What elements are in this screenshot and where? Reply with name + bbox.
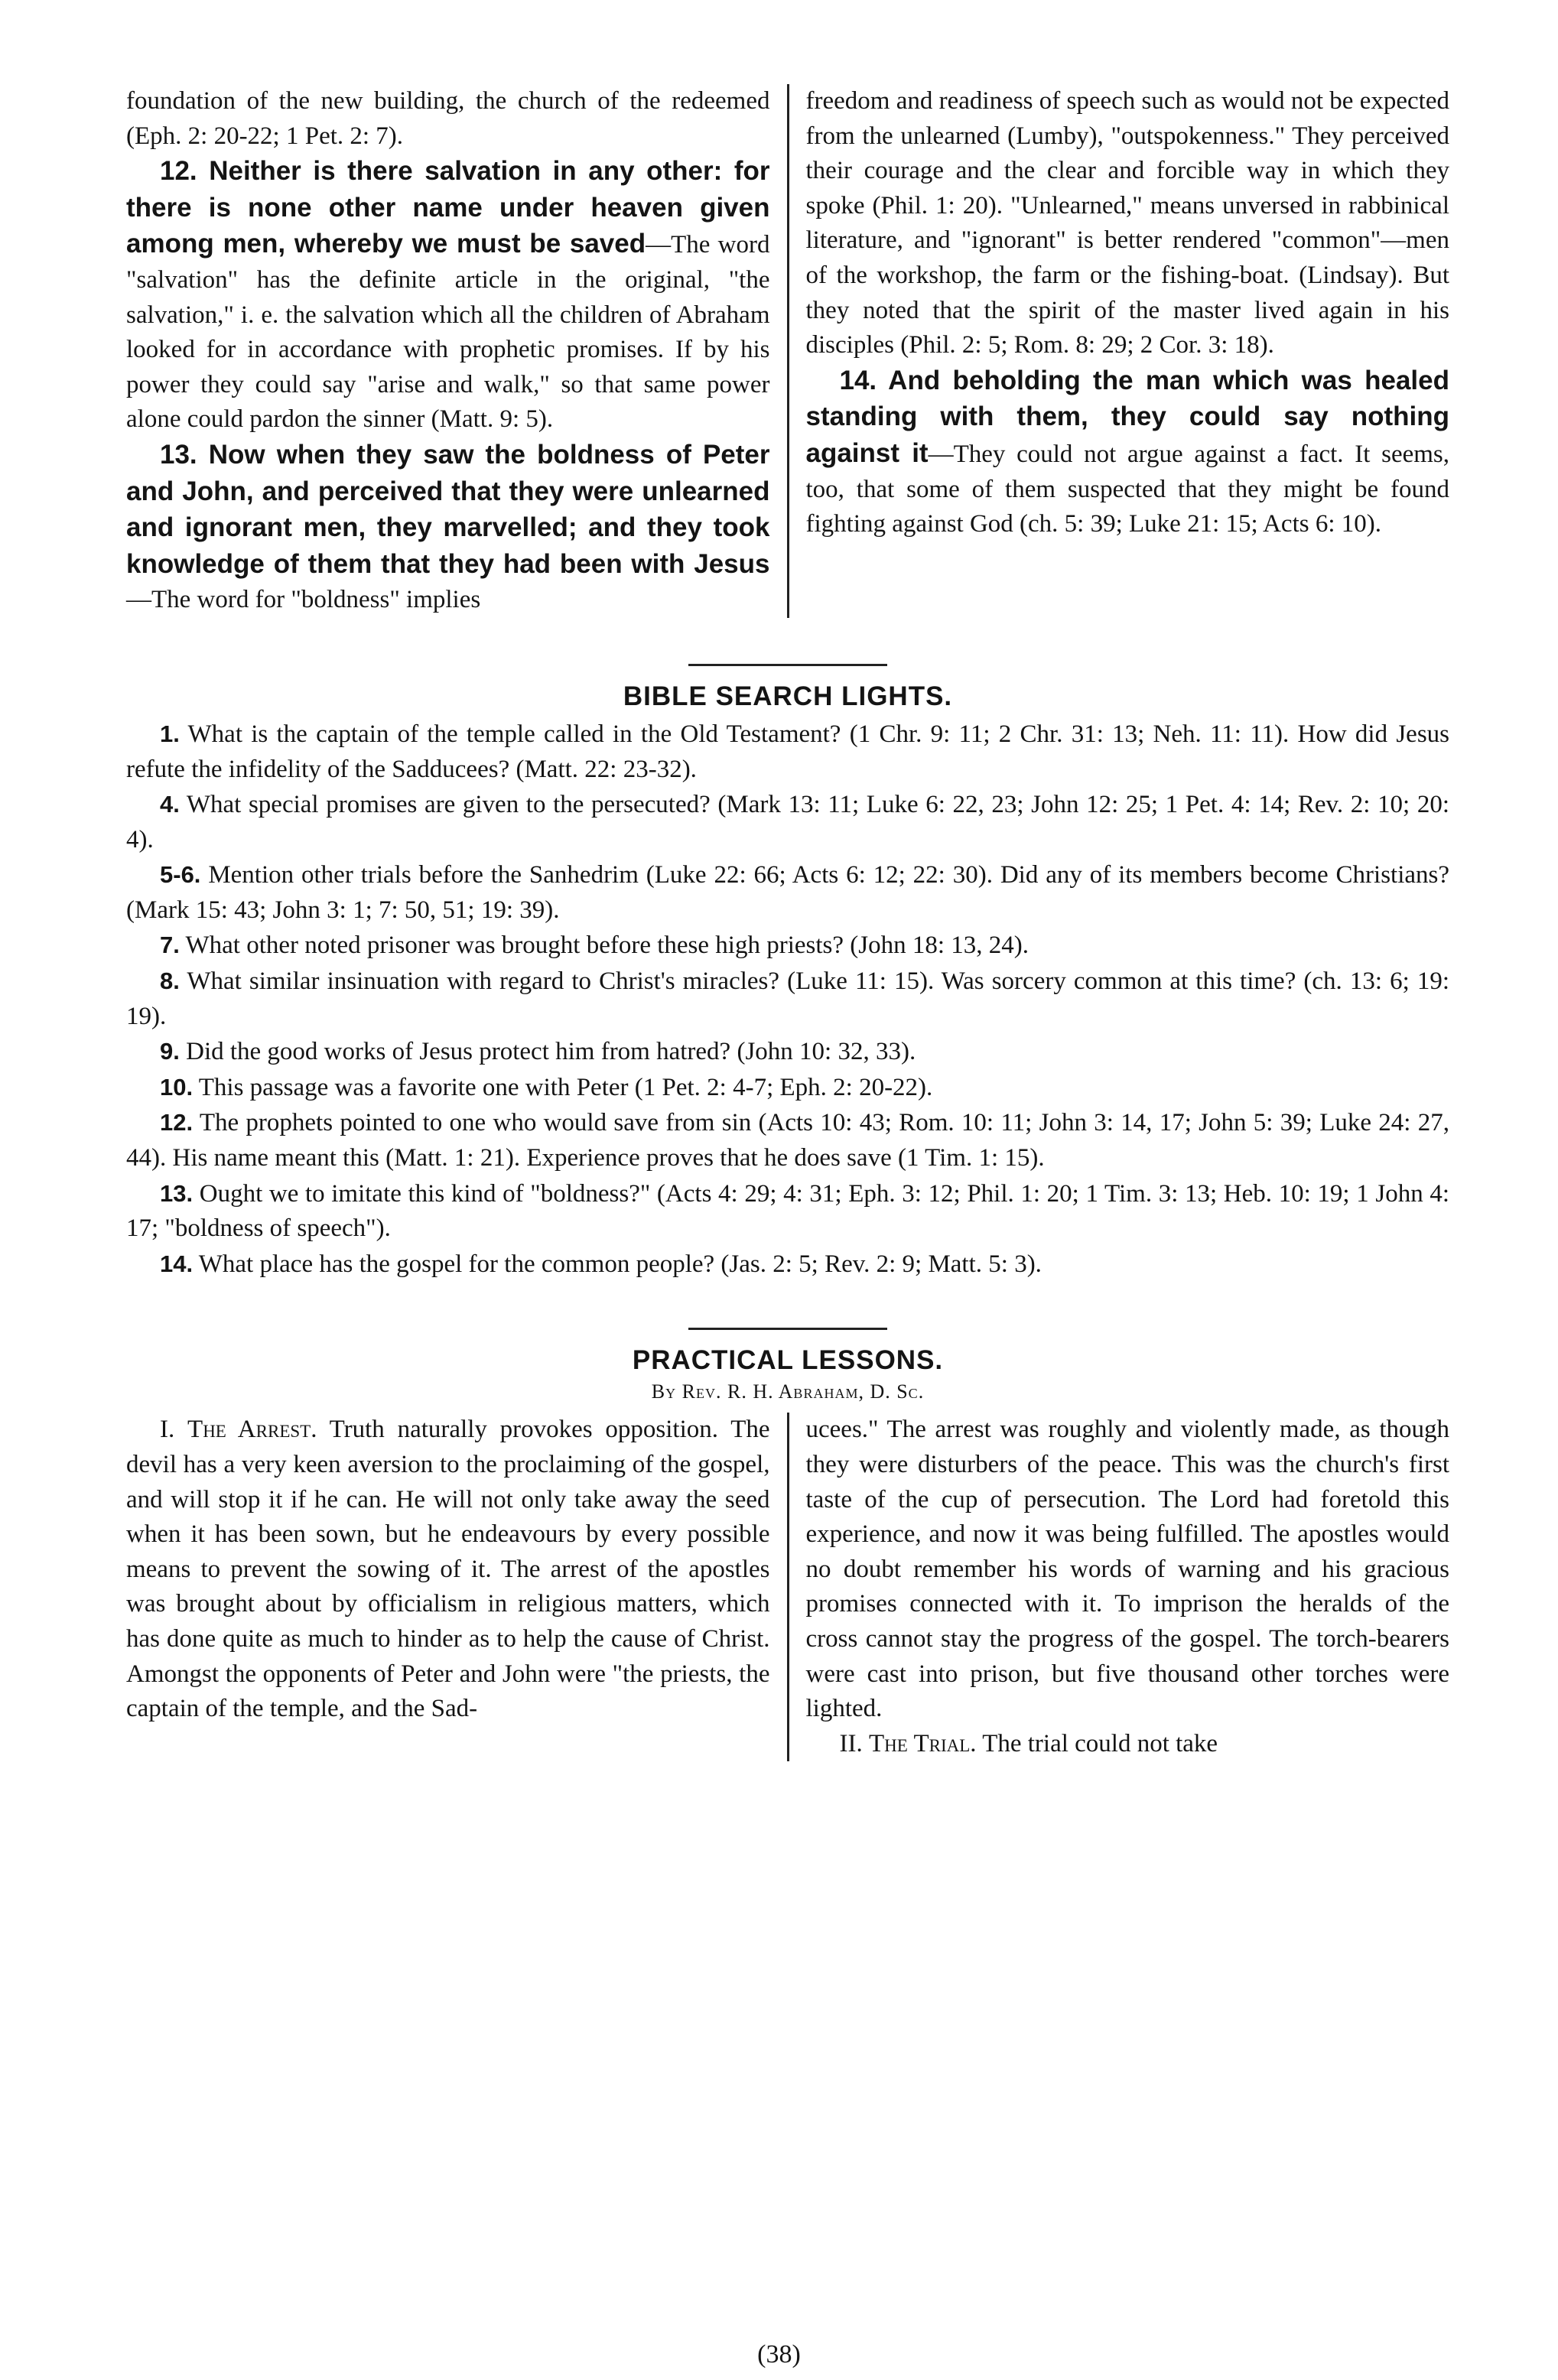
verse-paragraph — [126, 437, 770, 618]
practical-lessons-heading: PRACTICAL LESSONS. — [632, 1345, 944, 1376]
question-item — [126, 1105, 1449, 1175]
question-text: Did the good works of Jesus protect him from hatred? (John 10: 32, 33). — [186, 1038, 916, 1066]
question-number: 8. — [160, 967, 180, 995]
lesson-numeral: I. — [160, 1416, 175, 1444]
question-item — [126, 787, 1449, 857]
question-number: 13. — [160, 1179, 194, 1207]
question-text: The prophets pointed to one who would save from sin (Acts 10: 43; Rom. 10: 11; John 3: 14, 17; John 5: 39; Luke 24: 27, 44). His name meant this (Matt. 1: 21). Experience proves that he does save (1 Tim. 1: 15). — [126, 1109, 1449, 1172]
question-text: What place has the gospel for the common people? (Jas. 2: 5; Rev. 2: 9; Matt. 5: 3). — [198, 1250, 1042, 1278]
lesson-paragraph — [806, 1727, 1450, 1762]
lesson-text: ucees." The arrest was roughly and violently made, as though they were disturbers of the peace. This was the church's first taste of the cup of persecution. The Lord had foretold this experience, and now it was being fulfilled. The apostles would no doubt remember his words of warning and his gracious promises connected with it. To imprison the heralds of the cross cannot stay the progress of the gospel. The torch-bearers were cast into prison, but five thousand other torches were lighted. — [805, 1416, 1449, 1723]
lesson-numeral: II. — [839, 1729, 863, 1757]
question-item — [126, 928, 1449, 964]
question-text: This passage was a favorite one with Peter (1 Pet. 2: 4-7; Eph. 2: 20-22). — [198, 1073, 933, 1101]
author-byline: By Rev. R. H. Abraham, D. Sc. — [651, 1380, 925, 1403]
lesson-heading: The Trial. — [868, 1729, 977, 1757]
paragraph-text: —The word "salvation" has the definite article in the original, "the salvation," i. e. the salvation which all the children of Abraham looked for in accordance with prophetic promises. If by his power they could say "arise and walk," so that same power alone could pardon the sinner (Matt. 9: 5). — [126, 231, 770, 434]
lessons-columns — [126, 1413, 1449, 1761]
question-number: 5-6. — [160, 861, 201, 889]
lessons-right-column — [787, 1413, 1450, 1761]
verse-paragraph — [806, 363, 1450, 542]
paragraph — [806, 84, 1450, 363]
lessons-left-column — [126, 1413, 787, 1761]
commentary-left-column — [126, 84, 787, 618]
section-divider — [688, 664, 887, 666]
commentary-right-column — [787, 84, 1450, 618]
search-lights-list — [126, 717, 1449, 1283]
question-number: 7. — [160, 932, 180, 959]
question-number: 1. — [160, 720, 180, 747]
page-content — [126, 84, 1449, 1761]
paragraph-text: foundation of the new building, the church of the redeemed (Eph. 2: 20-22; 1 Pet. 2: 7). — [126, 87, 770, 150]
question-text: What special promises are given to the persecuted? (Mark 13: 11; Luke 6: 22, 23; John 12: 25; 1 Pet. 4: 14; Rev. 2: 10; 20: 4). — [126, 791, 1450, 853]
lesson-text: Truth naturally provokes opposition. The devil has a very keen aversion to the proclaiming of the gospel, and will stop it if he can. He will not only take away the seed when it has been sown, but he endeavours by every possible means to prevent the sowing of it. The arrest of the apostles was brought about by officialism in religious matters, which has done quite as much to hinder as to help the cause of Christ. Amongst the opponents of Peter and John were "the priests, the captain of the temple, and the Sad- — [126, 1416, 770, 1723]
lesson-text: The trial could not take — [982, 1729, 1218, 1757]
verse-heading: 14. And beholding the man which was healed standing with them, they could say nothing against it — [805, 365, 1449, 468]
lesson-heading: The Arrest. — [187, 1416, 317, 1444]
question-item — [126, 1034, 1449, 1070]
lesson-paragraph — [806, 1413, 1450, 1726]
search-lights-heading: BIBLE SEARCH LIGHTS. — [623, 681, 953, 711]
question-item — [126, 717, 1449, 787]
verse-heading: 12. Neither is there salvation in any other: for there is none other name under heaven given among men, whereby we must be saved — [126, 156, 770, 259]
question-number: 10. — [160, 1073, 194, 1101]
paragraph — [126, 84, 770, 154]
question-number: 9. — [160, 1038, 180, 1065]
question-item — [126, 1176, 1449, 1247]
question-number: 4. — [160, 791, 180, 818]
paragraph-text: freedom and readiness of speech such as would not be expected from the unlearned (Lumby), "outspokenness." They perceived their courage and the clear and forcible way in which they spoke (Phil. 1: 20). "Unlearned," means unversed in rabbinical literature, and "ignorant" is better rendered "common"—men of the workshop, the farm or the fishing-boat. (Lindsay). But they noted that the spirit of the master lived again in his disciples (Phil. 2: 5; Rom. 8: 29; 2 Cor. 3: 18). — [805, 87, 1449, 359]
page-number: (38) — [757, 2340, 801, 2369]
question-number: 12. — [160, 1109, 194, 1136]
paragraph-text: —They could not argue against a fact. It seems, too, that some of them suspected that they might be found fighting against God (ch. 5: 39; Luke 21: 15; Acts 6: 10). — [805, 440, 1450, 538]
verse-paragraph — [126, 154, 770, 437]
question-item — [126, 1070, 1449, 1106]
paragraph-text: —The word for "boldness" implies — [126, 586, 481, 614]
question-text: Mention other trials before the Sanhedrim (Luke 22: 66; Acts 6: 12; 22: 30). Did any of its members become Christians? (Mark 15: 43; John 3: 1; 7: 50, 51; 19: 39). — [126, 861, 1450, 924]
question-text: What similar insinuation with regard to Christ's miracles? (Luke 11: 15). Was sorcery common at this time? (ch. 13: 6; 19: 19). — [126, 967, 1449, 1030]
question-item — [126, 964, 1449, 1034]
section-divider — [688, 1328, 887, 1330]
question-text: Ought we to imitate this kind of "boldness?" (Acts 4: 29; 4: 31; Eph. 3: 12; Phil. 1: 20; 1 Tim. 3: 13; Heb. 10: 19; 1 John 4: 17; "boldness of speech"). — [126, 1179, 1449, 1243]
question-item — [126, 857, 1449, 928]
question-item — [126, 1247, 1449, 1283]
question-text: What is the captain of the temple called in the Old Testament? (1 Chr. 9: 11; 2 Chr. 31: 13; Neh. 11: 11). How did Jesus refute the infidelity of the Sadducees? (Matt. 22: 23-32). — [126, 720, 1450, 783]
commentary-columns — [126, 84, 1449, 618]
lesson-paragraph — [126, 1413, 770, 1726]
question-text: What other noted prisoner was brought before these high priests? (John 18: 13, 24). — [185, 932, 1029, 960]
verse-heading: 13. Now when they saw the boldness of Peter and John, and perceived that they were unlearned and ignorant men, they marvelled; and they took knowledge of them that they had been with Jesus — [126, 439, 770, 579]
question-number: 14. — [160, 1250, 194, 1277]
